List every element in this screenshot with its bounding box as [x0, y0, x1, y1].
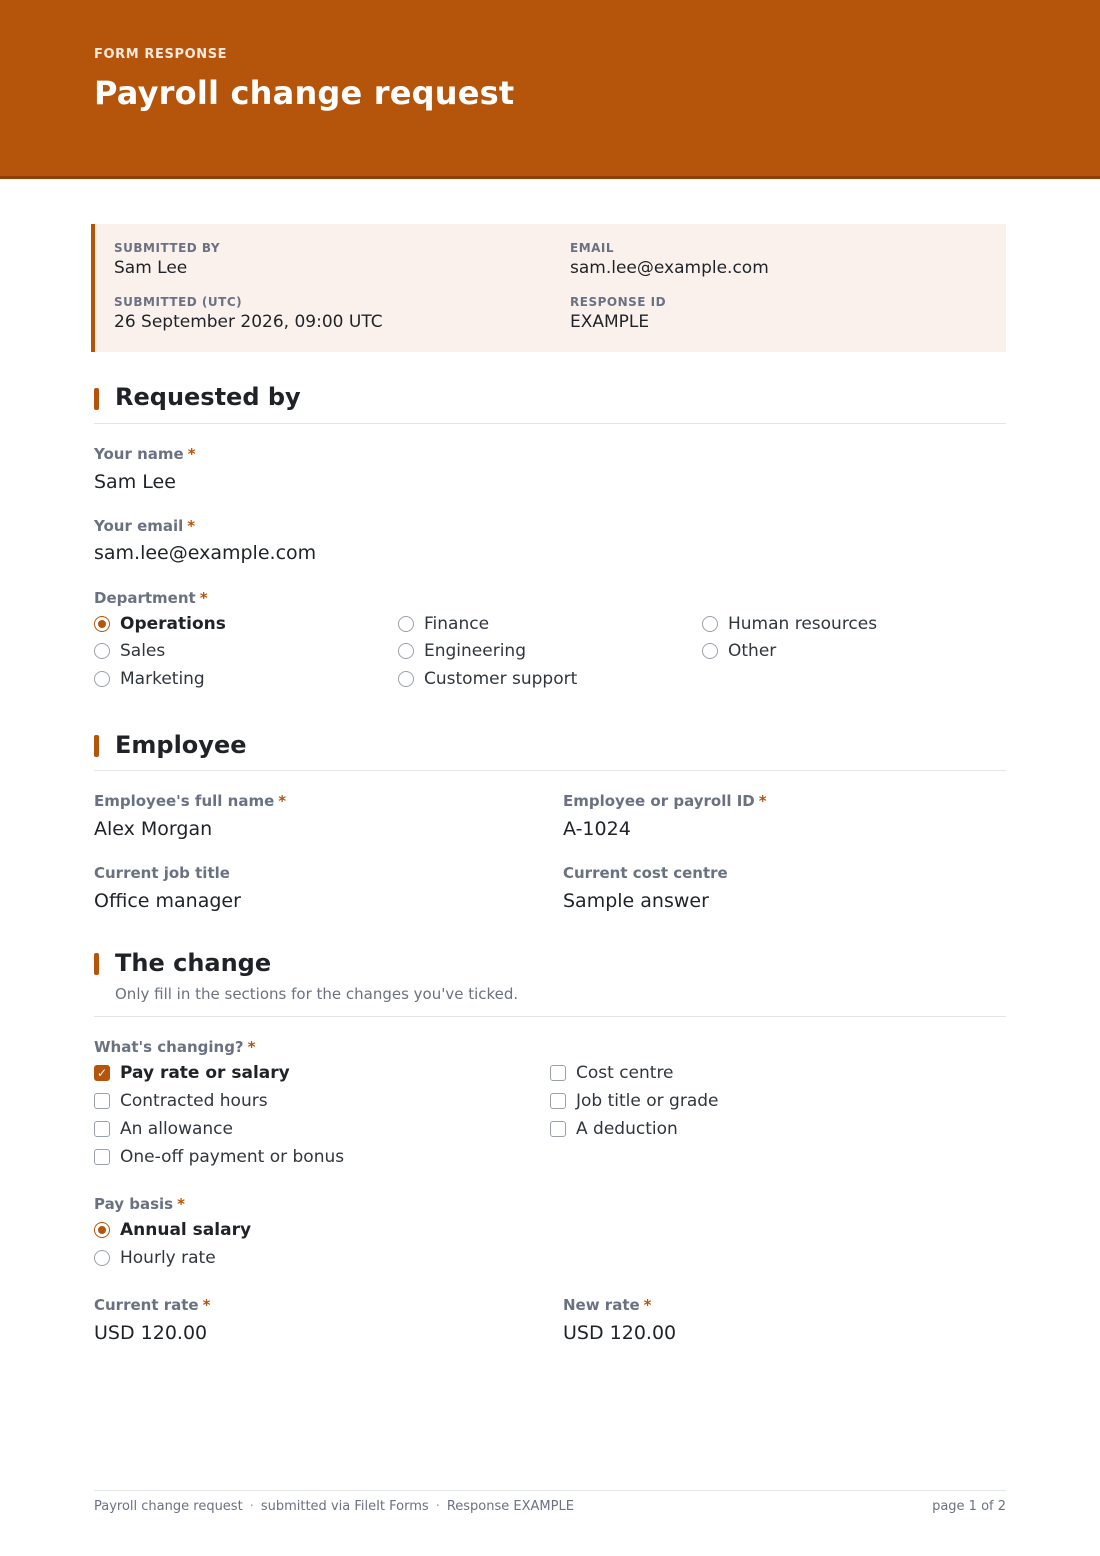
checkbox-icon: [550, 1121, 566, 1137]
section-accent-bar: [94, 388, 99, 410]
checkbox-icon: [94, 1149, 110, 1165]
department-option-engineering[interactable]: [398, 640, 526, 662]
option-label: Contracted hours: [120, 1091, 268, 1111]
form-header: [0, 0, 1100, 179]
whats-changing-label: [94, 1038, 256, 1056]
option-label: Operations: [120, 614, 226, 634]
label-text: Employee or payroll ID: [563, 792, 755, 810]
change-option-pay-rate[interactable]: [94, 1062, 290, 1084]
option-label: Job title or grade: [576, 1091, 719, 1111]
required-marker: *: [643, 1296, 652, 1314]
your-name-label: [94, 445, 196, 463]
section-employee: [94, 730, 1006, 771]
footer-separator: ·: [435, 1499, 440, 1514]
cost-centre-value: Sample answer: [563, 890, 709, 912]
section-title: The change: [115, 949, 272, 977]
required-marker: *: [202, 1296, 211, 1314]
radio-icon: [702, 616, 718, 632]
label-text: Your email: [94, 517, 184, 535]
radio-selected-icon: [94, 1222, 110, 1238]
section-the-change: [94, 948, 1006, 1017]
radio-icon: [94, 643, 110, 659]
department-option-operations[interactable]: [94, 613, 226, 635]
department-option-sales[interactable]: [94, 640, 165, 662]
option-label: Annual salary: [120, 1220, 252, 1240]
change-option-one-off-payment[interactable]: [94, 1146, 344, 1168]
meta-value: 26 September 2026, 09:00 UTC: [114, 312, 383, 332]
form-eyebrow: FORM RESPONSE: [94, 47, 228, 62]
meta-value: Sam Lee: [114, 258, 188, 278]
checkbox-checked-icon: ✓: [94, 1065, 110, 1081]
meta-submitted-utc: [114, 295, 383, 332]
new-rate-value: USD 120.00: [563, 1322, 677, 1344]
option-label: Cost centre: [576, 1063, 674, 1083]
section-title: Requested by: [115, 383, 301, 411]
pay-basis-option-annual-salary[interactable]: [94, 1219, 251, 1241]
radio-icon: [398, 643, 414, 659]
change-option-contracted-hours[interactable]: [94, 1090, 268, 1112]
option-label: Hourly rate: [120, 1248, 216, 1268]
meta-response-id: [570, 295, 666, 332]
label-text: What's changing?: [94, 1038, 244, 1056]
section-accent-bar: [94, 735, 99, 757]
department-label: [94, 589, 208, 607]
option-label: An allowance: [120, 1119, 233, 1139]
footer-form-name: Payroll change request: [94, 1499, 243, 1514]
current-rate-value: USD 120.00: [94, 1322, 208, 1344]
required-marker: *: [187, 517, 196, 535]
option-label: One-off payment or bonus: [120, 1147, 345, 1167]
label-text: Department: [94, 589, 196, 607]
job-title-label: Current job title: [94, 864, 230, 882]
radio-icon: [94, 671, 110, 687]
payroll-id-label: [563, 792, 767, 810]
change-option-cost-centre[interactable]: [550, 1062, 674, 1084]
label-text: New rate: [563, 1296, 640, 1314]
radio-icon: [702, 643, 718, 659]
change-option-allowance[interactable]: [94, 1118, 233, 1140]
meta-value: sam.lee@example.com: [570, 258, 769, 278]
radio-selected-icon: [94, 616, 110, 632]
current-rate-label: [94, 1296, 210, 1314]
change-option-job-title[interactable]: [550, 1090, 719, 1112]
cost-centre-label: Current cost centre: [563, 864, 728, 882]
required-marker: *: [278, 792, 287, 810]
form-title: Payroll change request: [94, 74, 515, 112]
checkbox-icon: [550, 1065, 566, 1081]
radio-icon: [94, 1250, 110, 1266]
meta-email: [570, 241, 769, 278]
employee-full-name-value: Alex Morgan: [94, 818, 213, 840]
employee-full-name-label: [94, 792, 286, 810]
payroll-id-value: A-1024: [563, 818, 631, 840]
footer-via: submitted via FileIt Forms: [260, 1499, 429, 1514]
page-footer: [94, 1490, 1006, 1520]
meta-label: EMAIL: [570, 241, 615, 255]
option-label: Engineering: [424, 641, 526, 661]
option-label: Customer support: [424, 669, 578, 689]
new-rate-label: [563, 1296, 652, 1314]
option-label: Pay rate or salary: [120, 1063, 290, 1083]
page-number: page 1 of 2: [932, 1499, 1006, 1514]
meta-submitted-by: [114, 241, 220, 278]
option-label: Other: [728, 641, 777, 661]
department-option-finance[interactable]: [398, 613, 489, 635]
meta-label: SUBMITTED BY: [114, 241, 221, 255]
required-marker: *: [247, 1038, 256, 1056]
section-requested-by: [94, 382, 1006, 424]
pay-basis-option-hourly-rate[interactable]: [94, 1247, 216, 1269]
pay-basis-label: [94, 1195, 185, 1213]
required-marker: *: [187, 445, 196, 463]
label-text: Employee's full name: [94, 792, 275, 810]
label-text: Pay basis: [94, 1195, 174, 1213]
department-option-human-resources[interactable]: [702, 613, 877, 635]
required-marker: *: [177, 1195, 185, 1213]
department-option-other[interactable]: [702, 640, 776, 662]
option-label: A deduction: [576, 1119, 678, 1139]
your-name-value: Sam Lee: [94, 471, 176, 493]
section-accent-bar: [94, 953, 99, 975]
change-option-deduction[interactable]: [550, 1118, 678, 1140]
radio-icon: [398, 671, 414, 687]
submission-meta: [91, 224, 1006, 352]
meta-label: RESPONSE ID: [570, 295, 667, 309]
required-marker: *: [199, 589, 208, 607]
footer-response: Response EXAMPLE: [446, 1499, 574, 1514]
footer-separator: ·: [249, 1499, 254, 1514]
label-text: Your name: [94, 445, 184, 463]
footer-info: [94, 1499, 574, 1514]
option-label: Sales: [120, 641, 166, 661]
section-title: Employee: [115, 731, 247, 759]
your-email-label: [94, 517, 195, 535]
checkbox-icon: [550, 1093, 566, 1109]
option-label: Finance: [424, 614, 490, 634]
meta-label: SUBMITTED (UTC): [114, 295, 243, 309]
checkbox-icon: [94, 1093, 110, 1109]
your-email-value: sam.lee@example.com: [94, 542, 317, 564]
label-text: Current rate: [94, 1296, 199, 1314]
department-option-customer-support[interactable]: [398, 668, 577, 690]
checkbox-icon: [94, 1121, 110, 1137]
meta-value: EXAMPLE: [570, 312, 650, 332]
option-label: Marketing: [120, 669, 205, 689]
department-option-marketing[interactable]: [94, 668, 205, 690]
section-subtitle: Only fill in the sections for the changes you've ticked.: [115, 985, 519, 1003]
job-title-value: Office manager: [94, 890, 241, 912]
option-label: Human resources: [728, 614, 878, 634]
required-marker: *: [758, 792, 767, 810]
radio-icon: [398, 616, 414, 632]
